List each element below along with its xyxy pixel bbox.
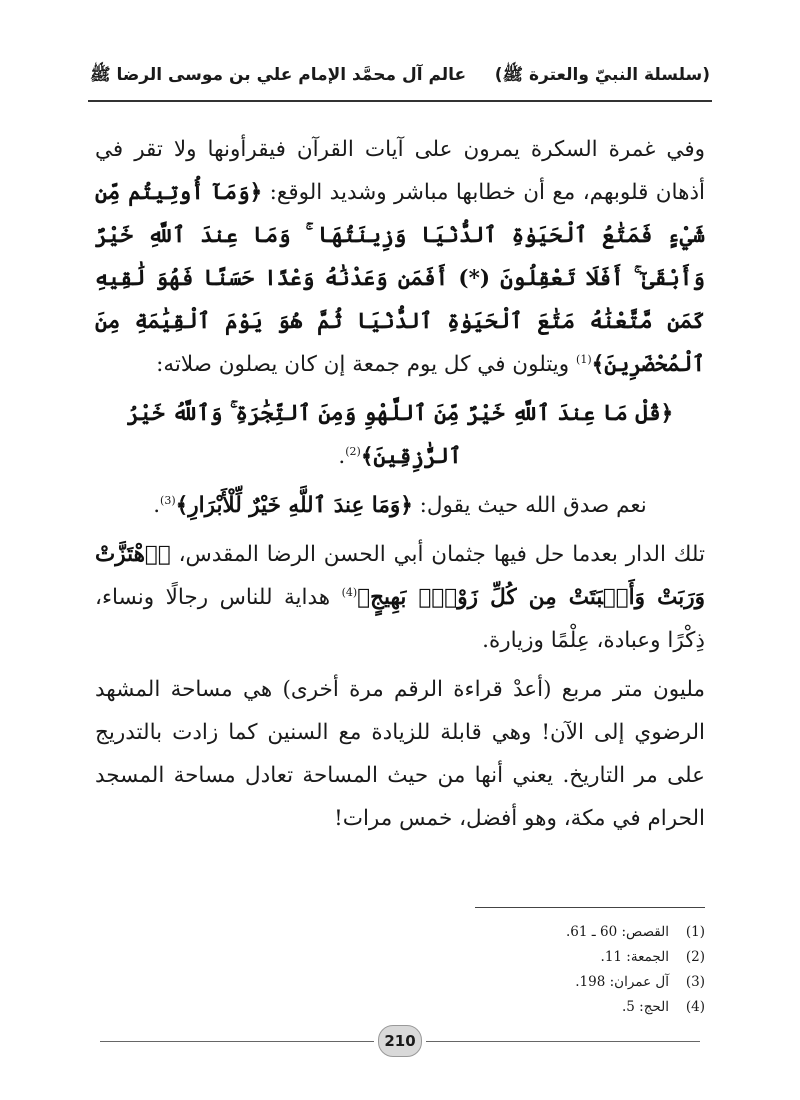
quran-verse-4: ﴿ٱهْتَزَّتْ وَرَبَتْ وَأَنۢبَتَتْ مِن كُلِّ زَوْجٍۭ بَهِيجٍ﴾ xyxy=(95,542,705,610)
footnote-item xyxy=(405,970,705,995)
paragraph-5-text: مليون متر مربع (أعدْ قراءة الرقم مرة أخرى) هي مساحة المشهد الرضوي إلى الآن! وهي قابلة للزيادة مع السنين كما زادت بالتدريج على مر التاريخ. يعني أنها من حيث المساحة تعادل مساحة المسجد الحرام في مكة، وهو أفضل، خمس مرات! xyxy=(95,677,705,831)
footnote-item xyxy=(405,995,705,1020)
paragraph-1-rest: ويتلون في كل يوم جمعة إن كان يصلون صلاته: xyxy=(156,352,577,377)
header-rule xyxy=(88,100,712,102)
page-number-line-left xyxy=(100,1041,374,1042)
quran-verse-3: ﴿وَمَا عِندَ ٱللَّهِ خَيْرٌ لِّلْأَبْرَارِ﴾ xyxy=(175,493,413,518)
footnote-rule xyxy=(475,907,705,908)
quran-verse-1: ﴿وَمَآ أُوتِيتُم مِّن شَيْءٍ فَمَتَٰعُ ٱلْحَيَوٰةِ ٱلدُّنْيَا وَزِينَتُهَا ۚ وَمَا عِندَ ٱللَّهِ خَيْرٌ وَأَبْقَىٰٓ ۚ أَفَلَا تَعْقِلُونَ (*) أَفَمَن وَعَدْنَٰهُ وَعْدًا حَسَنًا فَهُوَ لَٰقِيهِ كَمَن مَّتَّعْنَٰهُ مَتَٰعَ ٱلْحَيَوٰةِ ٱلدُّنْيَا ثُمَّ هُوَ يَوْمَ ٱلْقِيَٰمَةِ مِنَ ٱلْمُحْضَرِينَ﴾ xyxy=(95,180,705,377)
paragraph-3: نعم صدق الله حيث يقول: ﴿وَمَا عِندَ ٱللَّهِ خَيْرٌ لِّلْأَبْرَارِ﴾$^{(3)}$. xyxy=(153,493,647,518)
footnote-ref-4[interactable]: (4) xyxy=(341,585,358,599)
paragraph-4 xyxy=(95,533,705,662)
footnote-text: آل عمران: 198. xyxy=(575,974,669,990)
paragraph-4-rest: هداية للناس رجالًا ونساء، ذِكْرًا وعبادة، عِلْمًا وزيارة. xyxy=(95,585,705,653)
footnote-number: (3) xyxy=(685,974,705,990)
footnote-number: (2) xyxy=(685,949,705,965)
footnote-item xyxy=(405,945,705,970)
footnote-ref-1[interactable]: (1) xyxy=(576,352,592,366)
main-text xyxy=(95,128,705,840)
paragraph-3-text: نعم صدق الله حيث يقول: xyxy=(412,493,647,518)
footnote-item xyxy=(405,920,705,945)
page-number-line-right xyxy=(426,1041,700,1042)
page-number-bar xyxy=(100,1024,700,1058)
chapter-title: عالم آل محمَّد الإمام علي بن موسى الرضا ﷺ xyxy=(90,64,467,85)
footnote-text: الجمعة: 11. xyxy=(600,949,669,965)
footnote-number: (1) xyxy=(685,924,705,940)
paragraph-2: ﴿قُلْ مَا عِندَ ٱللَّهِ خَيْرٌ مِّنَ ٱللَّهْوِ وَمِنَ ٱلتِّجَٰرَةِ ۚ وَٱللَّهُ خَيْرُ ٱلرَّٰزِقِينَ﴾$^{(2)}$. xyxy=(126,401,674,469)
page-number: 210 xyxy=(378,1025,422,1057)
paragraph-4-text: تلك الدار بعدما حل فيها جثمان أبي الحسن الرضا المقدس، xyxy=(170,542,705,567)
footnote-ref-3[interactable]: (3) xyxy=(160,493,176,507)
series-title: (سلسلة النبيّ والعترة ﷺ) xyxy=(494,64,710,85)
footnote-text: الحج: 5. xyxy=(621,999,669,1015)
footnote-ref-2[interactable]: (2) xyxy=(345,444,361,458)
running-header xyxy=(90,56,710,96)
paragraph-1 xyxy=(95,128,705,386)
footnote-text: القصص: 60 ـ 61. xyxy=(566,924,669,940)
footnotes xyxy=(405,920,705,1020)
paragraph-1-text: وفي غمرة السكرة يمرون على آيات القرآن فيقرأونها ولا تقر في أذهان قلوبهم، مع أن خطابها مباشر وشديد الوقع: xyxy=(95,137,705,205)
paragraph-5 xyxy=(95,668,705,840)
quran-verse-2: ﴿قُلْ مَا عِندَ ٱللَّهِ خَيْرٌ مِّنَ ٱللَّهْوِ وَمِنَ ٱلتِّجَٰرَةِ ۚ وَٱللَّهُ خَيْرُ ٱلرَّٰزِقِينَ﴾ xyxy=(126,401,674,469)
footnote-number: (4) xyxy=(685,999,705,1015)
